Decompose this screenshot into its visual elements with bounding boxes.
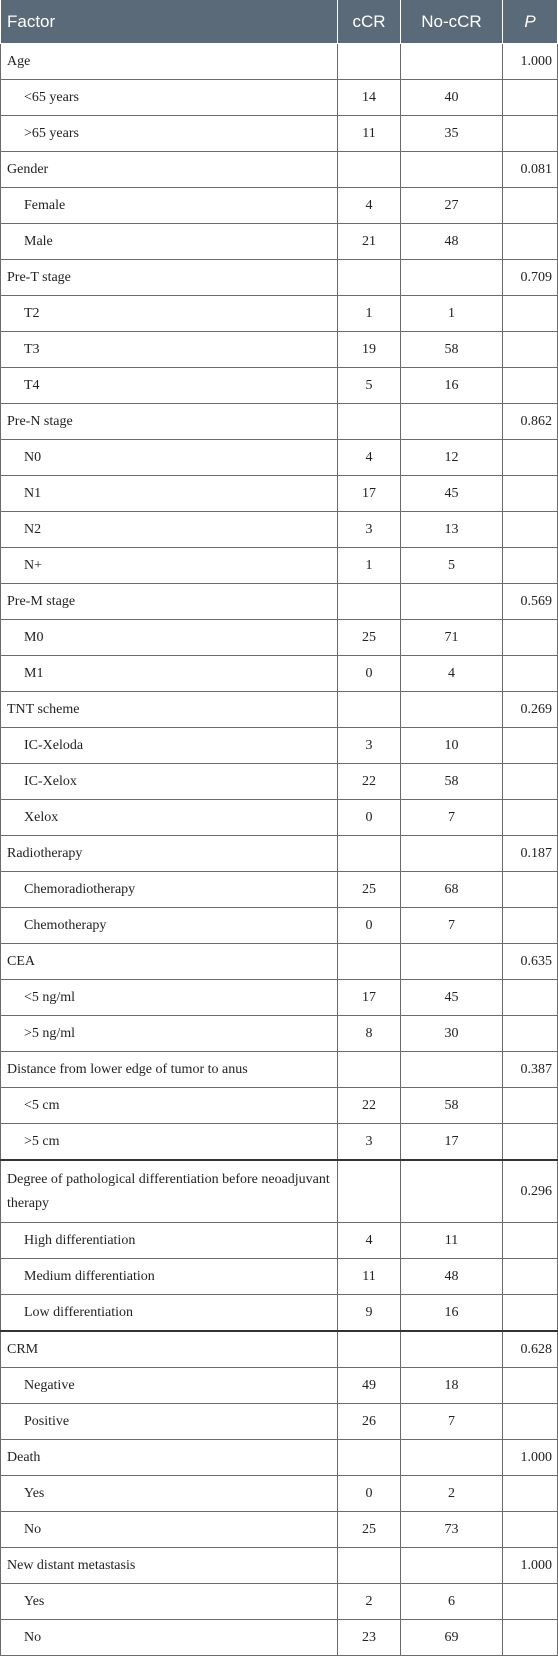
table-row <box>1 1404 558 1440</box>
no-ccr-cell: 58 <box>401 1088 503 1124</box>
ccr-cell: 3 <box>338 1124 401 1161</box>
p-value-cell: 0.187 <box>503 836 558 872</box>
factor-cell: No <box>1 1512 338 1548</box>
ccr-cell: 21 <box>338 224 401 260</box>
table-row <box>1 188 558 224</box>
ccr-cell: 8 <box>338 1016 401 1052</box>
p-value-cell: 0.709 <box>503 260 558 296</box>
p-value-cell <box>503 656 558 692</box>
table-row <box>1 368 558 404</box>
no-ccr-cell: 71 <box>401 620 503 656</box>
p-value-cell <box>503 296 558 332</box>
table-row <box>1 332 558 368</box>
p-value-cell: 0.081 <box>503 152 558 188</box>
ccr-cell: 9 <box>338 1295 401 1332</box>
group-row <box>1 1160 558 1223</box>
no-ccr-cell <box>401 404 503 440</box>
factor-cell: >65 years <box>1 116 338 152</box>
factor-cell: <5 ng/ml <box>1 980 338 1016</box>
ccr-cell: 3 <box>338 512 401 548</box>
no-ccr-cell <box>401 44 503 80</box>
header-no-ccr: No-cCR <box>401 0 503 44</box>
factor-group-cell: Age <box>1 44 338 80</box>
ccr-cell: 3 <box>338 728 401 764</box>
factor-cell: N1 <box>1 476 338 512</box>
no-ccr-cell: 10 <box>401 728 503 764</box>
factor-cell: M1 <box>1 656 338 692</box>
table-row <box>1 656 558 692</box>
ccr-cell <box>338 1548 401 1584</box>
group-row <box>1 1440 558 1476</box>
factor-cell: Negative <box>1 1368 338 1404</box>
ccr-cell <box>338 836 401 872</box>
table-row <box>1 80 558 116</box>
ccr-cell: 0 <box>338 1476 401 1512</box>
factor-group-cell: CRM <box>1 1331 338 1368</box>
ccr-cell <box>338 584 401 620</box>
p-value-cell: 0.269 <box>503 692 558 728</box>
factor-group-cell: New distant metastasis <box>1 1548 338 1584</box>
ccr-cell <box>338 152 401 188</box>
no-ccr-cell <box>401 1548 503 1584</box>
p-value-cell <box>503 476 558 512</box>
table-row <box>1 872 558 908</box>
no-ccr-cell: 69 <box>401 1620 503 1656</box>
p-value-cell <box>503 1620 558 1656</box>
no-ccr-cell: 7 <box>401 1404 503 1440</box>
ccr-cell: 25 <box>338 620 401 656</box>
no-ccr-cell: 35 <box>401 116 503 152</box>
p-value-cell <box>503 1404 558 1440</box>
p-value-cell <box>503 1223 558 1259</box>
table-body <box>1 44 558 1656</box>
p-value-cell: 0.387 <box>503 1052 558 1088</box>
table-row <box>1 476 558 512</box>
p-value-cell <box>503 764 558 800</box>
group-row <box>1 152 558 188</box>
no-ccr-cell: 48 <box>401 1259 503 1295</box>
ccr-cell: 5 <box>338 368 401 404</box>
no-ccr-cell: 11 <box>401 1223 503 1259</box>
no-ccr-cell: 58 <box>401 764 503 800</box>
ccr-cell <box>338 1160 401 1223</box>
p-value-cell <box>503 872 558 908</box>
table-row <box>1 1584 558 1620</box>
group-row <box>1 1548 558 1584</box>
no-ccr-cell: 7 <box>401 800 503 836</box>
table-row <box>1 1124 558 1161</box>
p-value-cell <box>503 1512 558 1548</box>
no-ccr-cell: 68 <box>401 872 503 908</box>
group-row <box>1 692 558 728</box>
no-ccr-cell: 16 <box>401 1295 503 1332</box>
ccr-cell: 17 <box>338 980 401 1016</box>
no-ccr-cell: 6 <box>401 1584 503 1620</box>
p-value-cell <box>503 116 558 152</box>
no-ccr-cell <box>401 944 503 980</box>
group-row <box>1 836 558 872</box>
factor-cell: Chemotherapy <box>1 908 338 944</box>
factor-group-cell: Pre-N stage <box>1 404 338 440</box>
table-row <box>1 116 558 152</box>
ccr-cell: 25 <box>338 1512 401 1548</box>
no-ccr-cell: 58 <box>401 332 503 368</box>
no-ccr-cell: 18 <box>401 1368 503 1404</box>
no-ccr-cell: 13 <box>401 512 503 548</box>
factor-cell: T2 <box>1 296 338 332</box>
ccr-cell <box>338 1331 401 1368</box>
p-value-cell <box>503 1584 558 1620</box>
factor-cell: <65 years <box>1 80 338 116</box>
header-ccr: cCR <box>338 0 401 44</box>
table-row <box>1 296 558 332</box>
factor-cell: High differentiation <box>1 1223 338 1259</box>
factor-cell: N0 <box>1 440 338 476</box>
factor-cell: N2 <box>1 512 338 548</box>
p-value-cell <box>503 1259 558 1295</box>
group-row <box>1 260 558 296</box>
factor-cell: Low differentiation <box>1 1295 338 1332</box>
table-row <box>1 728 558 764</box>
ccr-cell: 22 <box>338 1088 401 1124</box>
p-value-cell <box>503 224 558 260</box>
p-value-cell: 0.296 <box>503 1160 558 1223</box>
factor-cell: Positive <box>1 1404 338 1440</box>
no-ccr-cell: 45 <box>401 476 503 512</box>
group-row <box>1 44 558 80</box>
p-value-cell <box>503 1476 558 1512</box>
table-row <box>1 980 558 1016</box>
ccr-cell <box>338 1440 401 1476</box>
p-value-cell <box>503 1368 558 1404</box>
p-value-cell: 1.000 <box>503 44 558 80</box>
header-factor: Factor <box>1 0 338 44</box>
p-value-cell: 0.628 <box>503 1331 558 1368</box>
table-header <box>1 0 558 44</box>
factor-cell: T3 <box>1 332 338 368</box>
ccr-cell: 4 <box>338 440 401 476</box>
factor-group-cell: CEA <box>1 944 338 980</box>
group-row <box>1 1052 558 1088</box>
table-row <box>1 512 558 548</box>
ccr-cell <box>338 404 401 440</box>
no-ccr-cell <box>401 1331 503 1368</box>
p-value-cell: 1.000 <box>503 1548 558 1584</box>
group-row <box>1 584 558 620</box>
ccr-cell: 26 <box>338 1404 401 1440</box>
table-row <box>1 1259 558 1295</box>
group-row <box>1 404 558 440</box>
p-value-cell <box>503 1016 558 1052</box>
ccr-cell <box>338 692 401 728</box>
p-value-cell: 1.000 <box>503 1440 558 1476</box>
p-value-cell <box>503 548 558 584</box>
no-ccr-cell: 17 <box>401 1124 503 1161</box>
factor-group-cell: Degree of pathological differentiation before neoadjuvant therapy <box>1 1160 338 1223</box>
ccr-cell: 11 <box>338 1259 401 1295</box>
p-value-cell <box>503 1088 558 1124</box>
no-ccr-cell <box>401 152 503 188</box>
factor-group-cell: Radiotherapy <box>1 836 338 872</box>
p-value-cell <box>503 620 558 656</box>
p-value-cell <box>503 800 558 836</box>
no-ccr-cell <box>401 260 503 296</box>
p-value-cell <box>503 80 558 116</box>
ccr-cell: 23 <box>338 1620 401 1656</box>
p-value-cell <box>503 1124 558 1161</box>
p-value-cell <box>503 440 558 476</box>
factor-cell: T4 <box>1 368 338 404</box>
p-value-cell: 0.635 <box>503 944 558 980</box>
ccr-cell: 2 <box>338 1584 401 1620</box>
factor-cell: M0 <box>1 620 338 656</box>
no-ccr-cell: 12 <box>401 440 503 476</box>
table-row <box>1 620 558 656</box>
ccr-cell <box>338 944 401 980</box>
ccr-cell: 0 <box>338 800 401 836</box>
no-ccr-cell <box>401 1440 503 1476</box>
p-value-cell: 0.862 <box>503 404 558 440</box>
ccr-cell: 1 <box>338 548 401 584</box>
ccr-cell: 0 <box>338 656 401 692</box>
no-ccr-cell: 73 <box>401 1512 503 1548</box>
table-row <box>1 1512 558 1548</box>
factor-cell: Yes <box>1 1476 338 1512</box>
p-value-cell <box>503 332 558 368</box>
factor-cell: >5 ng/ml <box>1 1016 338 1052</box>
factor-cell: Male <box>1 224 338 260</box>
no-ccr-cell: 40 <box>401 80 503 116</box>
factor-cell: Medium differentiation <box>1 1259 338 1295</box>
factor-cell: No <box>1 1620 338 1656</box>
factor-group-cell: Pre-T stage <box>1 260 338 296</box>
table-row <box>1 1476 558 1512</box>
no-ccr-cell: 27 <box>401 188 503 224</box>
p-value-cell <box>503 980 558 1016</box>
no-ccr-cell: 7 <box>401 908 503 944</box>
ccr-cell: 4 <box>338 1223 401 1259</box>
factor-cell: Yes <box>1 1584 338 1620</box>
ccr-cell: 11 <box>338 116 401 152</box>
p-value-cell <box>503 368 558 404</box>
table-row <box>1 440 558 476</box>
p-value-cell <box>503 512 558 548</box>
ccr-cell <box>338 1052 401 1088</box>
table-row <box>1 1620 558 1656</box>
header-p-value: P <box>503 0 558 44</box>
table-row <box>1 1016 558 1052</box>
no-ccr-cell: 4 <box>401 656 503 692</box>
ccr-cell: 4 <box>338 188 401 224</box>
ccr-cell: 22 <box>338 764 401 800</box>
ccr-cell <box>338 260 401 296</box>
factor-cell: Xelox <box>1 800 338 836</box>
no-ccr-cell: 30 <box>401 1016 503 1052</box>
no-ccr-cell <box>401 1052 503 1088</box>
table-row <box>1 908 558 944</box>
group-row <box>1 1331 558 1368</box>
ccr-cell: 25 <box>338 872 401 908</box>
no-ccr-cell: 48 <box>401 224 503 260</box>
factor-group-cell: Gender <box>1 152 338 188</box>
no-ccr-cell: 5 <box>401 548 503 584</box>
ccr-cell <box>338 44 401 80</box>
no-ccr-cell <box>401 836 503 872</box>
ccr-cell: 0 <box>338 908 401 944</box>
ccr-cell: 1 <box>338 296 401 332</box>
p-value-cell: 0.569 <box>503 584 558 620</box>
no-ccr-cell: 1 <box>401 296 503 332</box>
table-row <box>1 1295 558 1332</box>
ccr-cell: 17 <box>338 476 401 512</box>
table-row <box>1 764 558 800</box>
factor-cell: >5 cm <box>1 1124 338 1161</box>
no-ccr-cell <box>401 1160 503 1223</box>
factor-group-cell: Distance from lower edge of tumor to anus <box>1 1052 338 1088</box>
group-row <box>1 944 558 980</box>
factor-cell: N+ <box>1 548 338 584</box>
factor-group-cell: Pre-M stage <box>1 584 338 620</box>
no-ccr-cell: 2 <box>401 1476 503 1512</box>
table-row <box>1 548 558 584</box>
no-ccr-cell <box>401 584 503 620</box>
p-value-cell <box>503 1295 558 1332</box>
p-value-cell <box>503 728 558 764</box>
ccr-cell: 49 <box>338 1368 401 1404</box>
table-row <box>1 1088 558 1124</box>
table-row <box>1 224 558 260</box>
header-row <box>1 0 558 44</box>
factor-group-cell: Death <box>1 1440 338 1476</box>
table-row <box>1 800 558 836</box>
table-row <box>1 1368 558 1404</box>
factor-cell: IC-Xelox <box>1 764 338 800</box>
p-value-cell <box>503 908 558 944</box>
ccr-cell: 14 <box>338 80 401 116</box>
factor-cell: Female <box>1 188 338 224</box>
ccr-cell: 19 <box>338 332 401 368</box>
factor-cell: IC-Xeloda <box>1 728 338 764</box>
no-ccr-cell: 16 <box>401 368 503 404</box>
no-ccr-cell <box>401 692 503 728</box>
table-row <box>1 1223 558 1259</box>
factor-cell: Chemoradiotherapy <box>1 872 338 908</box>
no-ccr-cell: 45 <box>401 980 503 1016</box>
factor-cell: <5 cm <box>1 1088 338 1124</box>
p-value-cell <box>503 188 558 224</box>
factor-group-cell: TNT scheme <box>1 692 338 728</box>
